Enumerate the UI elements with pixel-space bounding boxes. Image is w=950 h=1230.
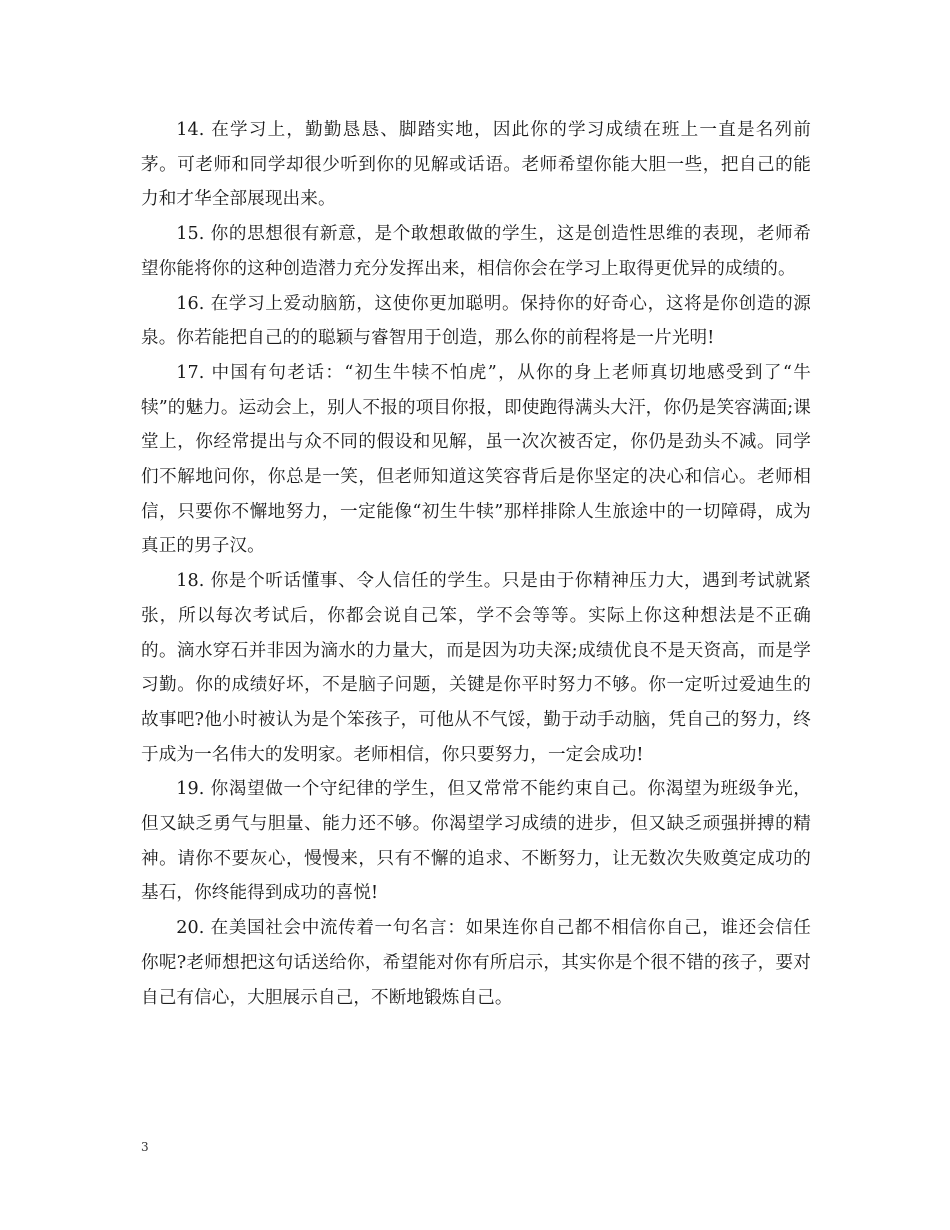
- page-number: 3: [141, 1140, 149, 1154]
- paragraph-19: 19. 你渴望做一个守纪律的学生，但又常常不能约束自己。你渴望为班级争光，但又缺乏勇气与胆量、能力还不够。你渴望学习成绩的进步，但又缺乏顽强拼搏的精神。请你不要灰心，慢慢来，只有不懈的追求、不断努力，让无数次失败奠定成功的基石，你终能得到成功的喜悦!: [141, 779, 811, 904]
- document-body: [141, 113, 811, 1015]
- paragraph-17: 17. 中国有句老话：“初生牛犊不怕虎”，从你的身上老师真切地感受到了“牛犊”的魅力。运动会上，别人不报的项目你报，即使跑得满头大汗，你仍是笑容满面;课堂上，你经常提出与众不同的假设和见解，虽一次次被否定，你仍是劲头不减。同学们不解地问你，你总是一笑，但老师知道这笑容背后是你坚定的决心和信心。老师相信，只要你不懈地努力，一定能像“初生牛犊”那样排除人生旅途中的一切障碍，成为真正的男子汉。: [141, 362, 811, 557]
- paragraph-14: 14. 在学习上，勤勤恳恳、脚踏实地，因此你的学习成绩在班上一直是名列前茅。可老师和同学却很少听到你的见解或话语。老师希望你能大胆一些，把自己的能力和才华全部展现出来。: [141, 120, 811, 210]
- paragraph-18: 18. 你是个听话懂事、令人信任的学生。只是由于你精神压力大，遇到考试就紧张，所以每次考试后，你都会说自己笨，学不会等等。实际上你这种想法是不正确的。滴水穿石并非因为滴水的力量大，而是因为功夫深;成绩优良不是天资高，而是学习勤。你的成绩好坏，不是脑子问题，关键是你平时努力不够。你一定听过爱迪生的故事吧?他小时被认为是个笨孩子，可他从不气馁，勤于动手动脑，凭自己的努力，终于成为一名伟大的发明家。老师相信，你只要努力，一定会成功!: [141, 571, 811, 765]
- paragraph-15: 15. 你的思想很有新意，是个敢想敢做的学生，这是创造性思维的表现，老师希望你能将你的这种创造潜力充分发挥出来，相信你会在学习上取得更优异的成绩的。: [141, 224, 811, 279]
- paragraph-20: 20. 在美国社会中流传着一句名言：如果连你自己都不相信你自己，谁还会信任你呢?老师想把这句话送给你，希望能对你有所启示，其实你是个很不错的孩子，要对自己有信心，大胆展示自己，不断地锻炼自己。: [141, 918, 811, 1008]
- paragraph-16: 16. 在学习上爱动脑筋，这使你更加聪明。保持你的好奇心，这将是你创造的源泉。你若能把自己的的聪颖与睿智用于创造，那么你的前程将是一片光明!: [141, 293, 811, 349]
